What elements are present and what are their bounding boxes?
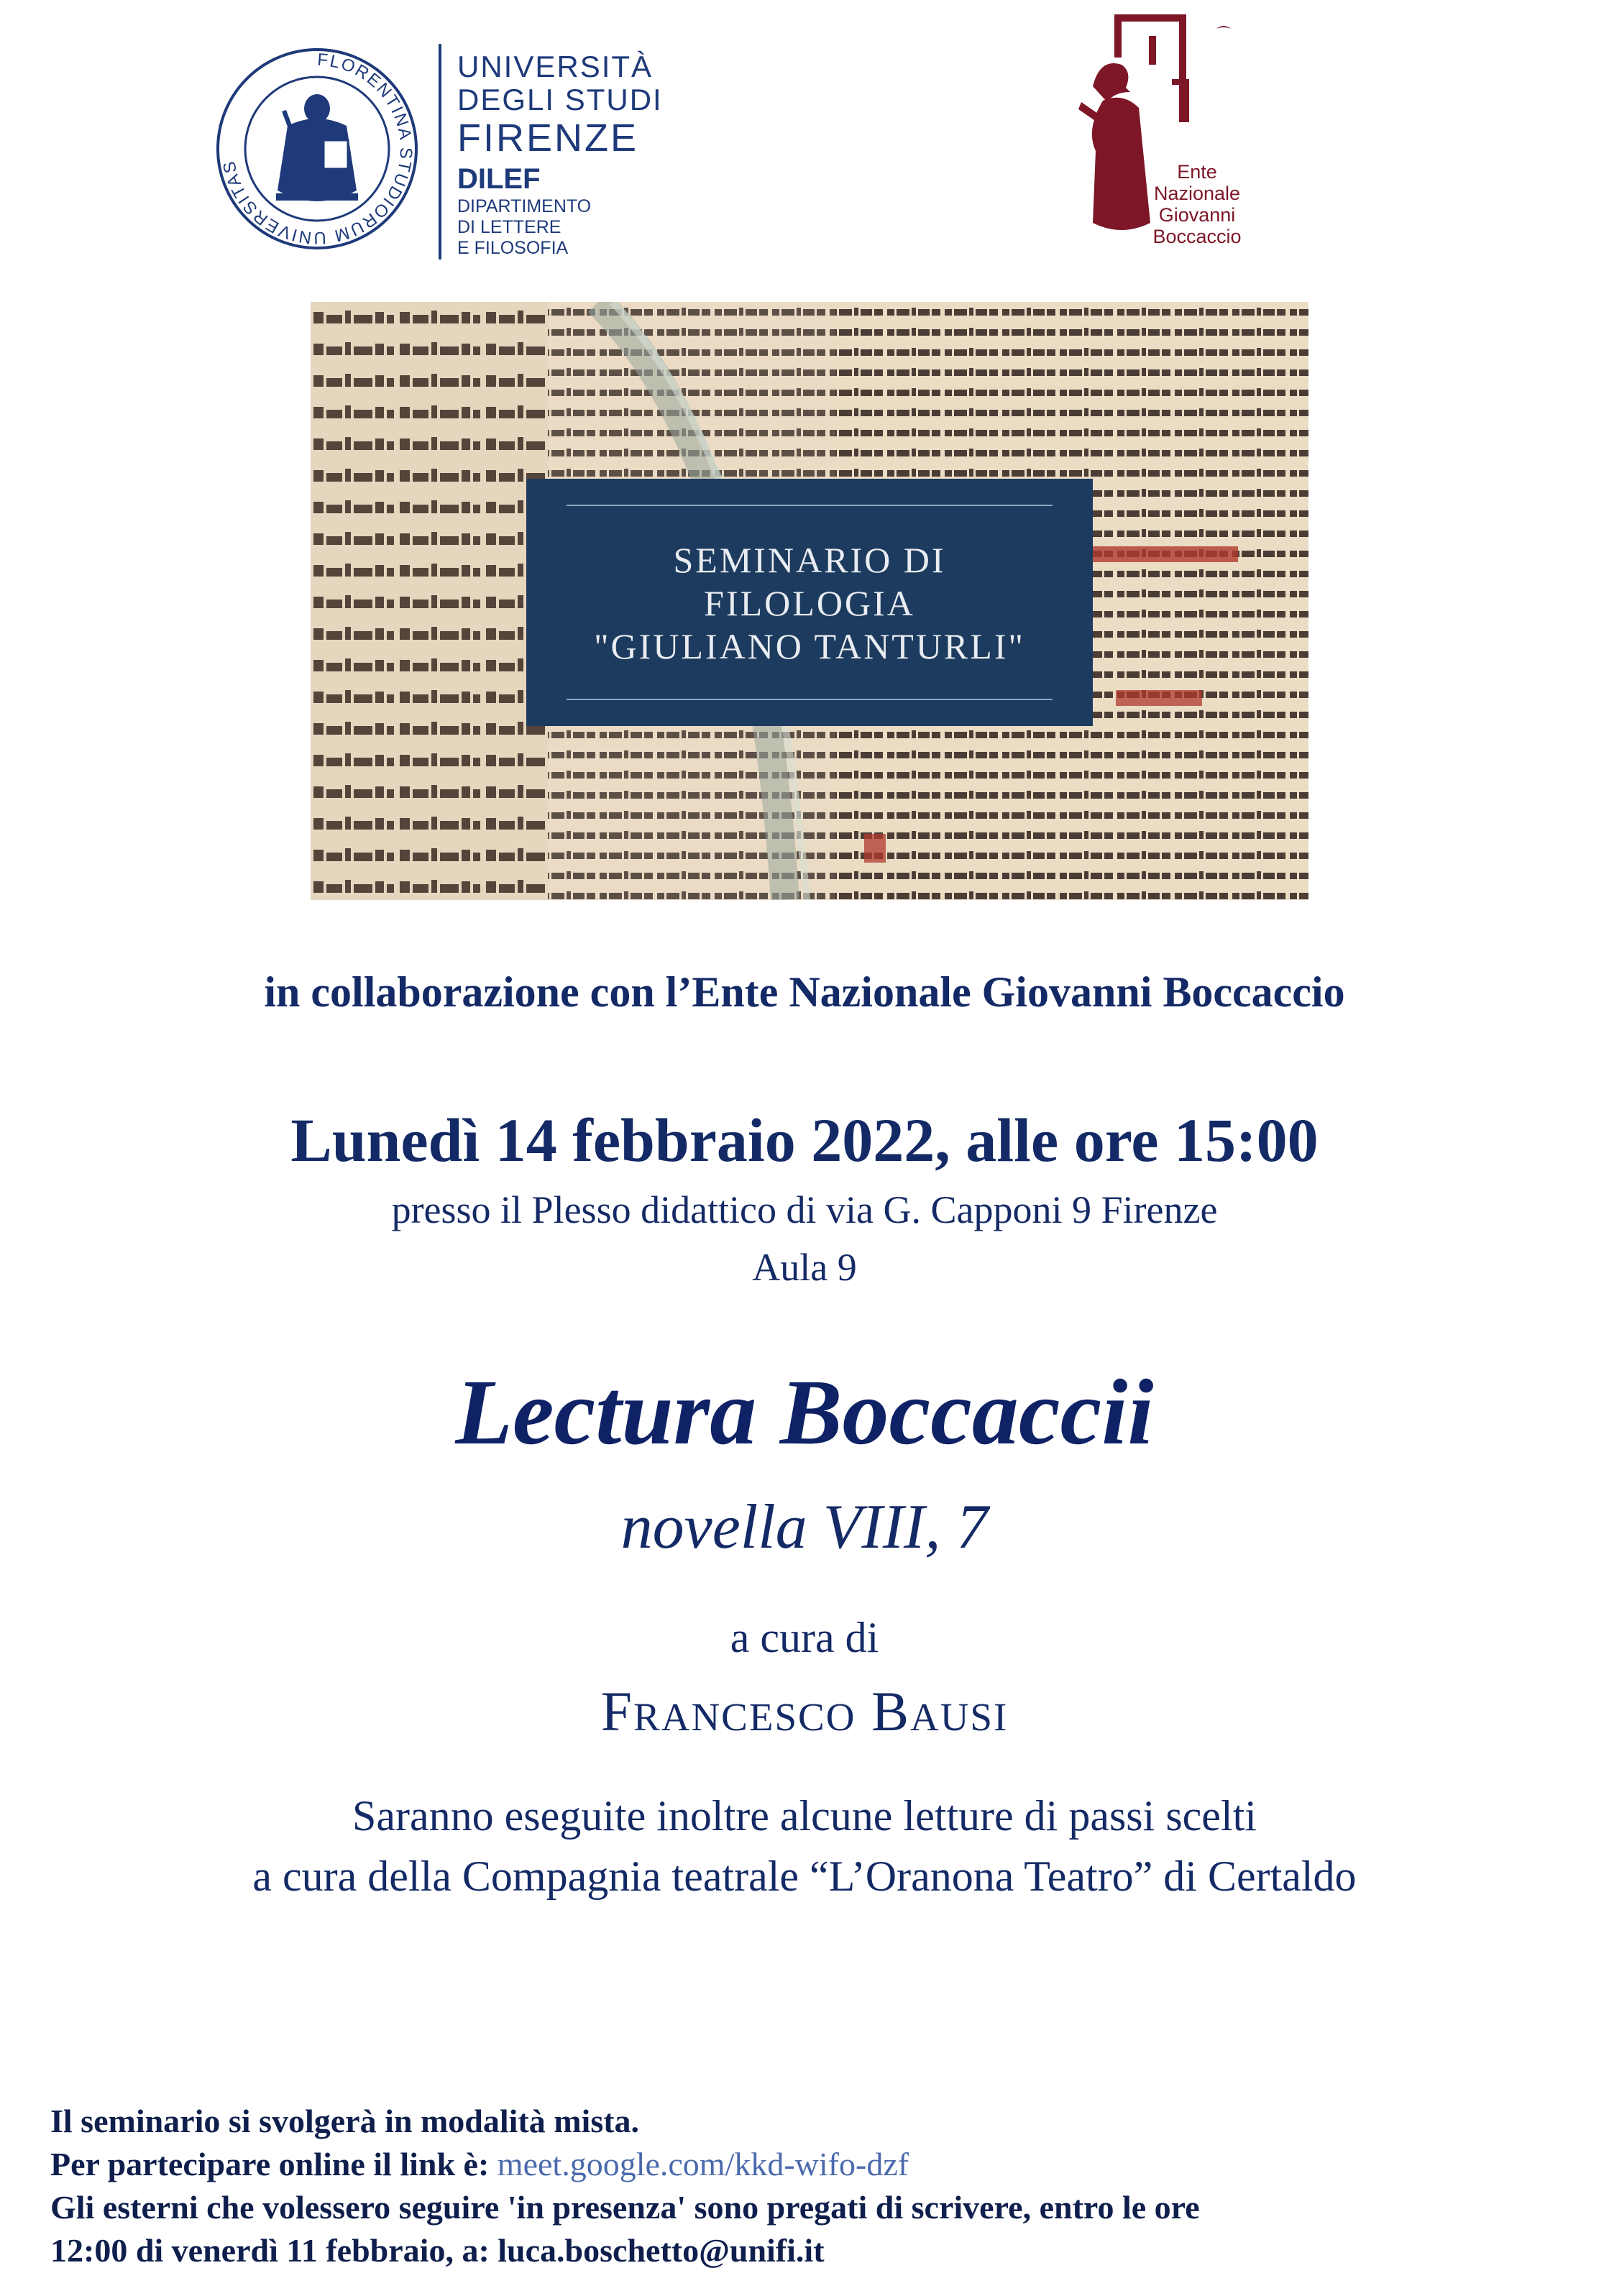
department-name-line2: DI LETTERE <box>457 217 561 237</box>
event-date-time: Lunedì 14 febbraio 2022, alle ore 15:00 <box>290 1106 1319 1175</box>
university-name-line2: DEGLI STUDI <box>457 83 663 116</box>
university-name-line3: FIRENZE <box>457 116 639 160</box>
unifi-logo <box>216 40 663 264</box>
manuscript-banner <box>311 302 1308 900</box>
footer-mode-note: Il seminario si svolgerà in modalità mista. <box>50 2103 640 2139</box>
ente-name-line2: Nazionale <box>1153 183 1241 204</box>
event-location: presso il Plesso didattico di via G. Capponi 9 Firenze <box>391 1188 1218 1231</box>
ente-name-line1: Ente <box>1177 161 1217 183</box>
readings-line2: a cura della Compagnia teatrale “L’Oranona Teatro” di Certaldo <box>252 1852 1357 1900</box>
department-abbr: DILEF <box>457 163 541 195</box>
footer-registration-line2: 12:00 di venerdì 11 febbraio, a: luca.boschetto@unifi.it <box>50 2232 825 2269</box>
title-box-rule-top <box>567 505 1053 506</box>
unifi-seal-icon <box>216 40 418 264</box>
seal-text: FLORENTINA STUDIORUM UNIVERSITAS <box>219 50 416 248</box>
footer-registration-line1: Gli esterni che volessero seguire 'in presenza' sono pregati di scrivere, entro le ore <box>50 2189 1200 2226</box>
seminar-title-line2: FILOLOGIA <box>704 583 915 623</box>
collaboration-line: in collaborazione con l’Ente Nazionale Giovanni Boccaccio <box>264 968 1345 1016</box>
seminar-title-line3: "GIULIANO TANTURLI" <box>594 626 1025 666</box>
logo-divider <box>439 44 441 260</box>
footer-online-line <box>50 2145 909 2183</box>
university-name-line1: UNIVERSITÀ <box>457 50 654 83</box>
boccaccio-logo <box>1064 7 1258 259</box>
event-title: Lectura Boccaccii <box>455 1361 1154 1464</box>
meet-link[interactable]: meet.google.com/kkd-wifo-dzf <box>497 2146 909 2182</box>
department-name-line3: E FILOSOFIA <box>457 238 569 258</box>
ente-name-line4: Boccaccio <box>1152 226 1242 247</box>
speaker-name: Francesco Bausi <box>600 1680 1009 1742</box>
footer-online-prefix: Per partecipare online il link è: <box>50 2146 498 2182</box>
department-name-line1: DIPARTIMENTO <box>457 196 592 216</box>
title-box-rule-bottom <box>567 699 1053 700</box>
event-room: Aula 9 <box>752 1246 857 1289</box>
event-subtitle: novella VIII, 7 <box>620 1492 989 1562</box>
readings-line1: Saranno eseguite inoltre alcune letture di passi scelti <box>352 1792 1257 1840</box>
seminar-title-line1: SEMINARIO DI <box>673 540 946 580</box>
ente-name-line3: Giovanni <box>1158 204 1236 226</box>
seminar-title-box <box>526 479 1093 726</box>
curated-by-label: a cura di <box>730 1614 879 1661</box>
